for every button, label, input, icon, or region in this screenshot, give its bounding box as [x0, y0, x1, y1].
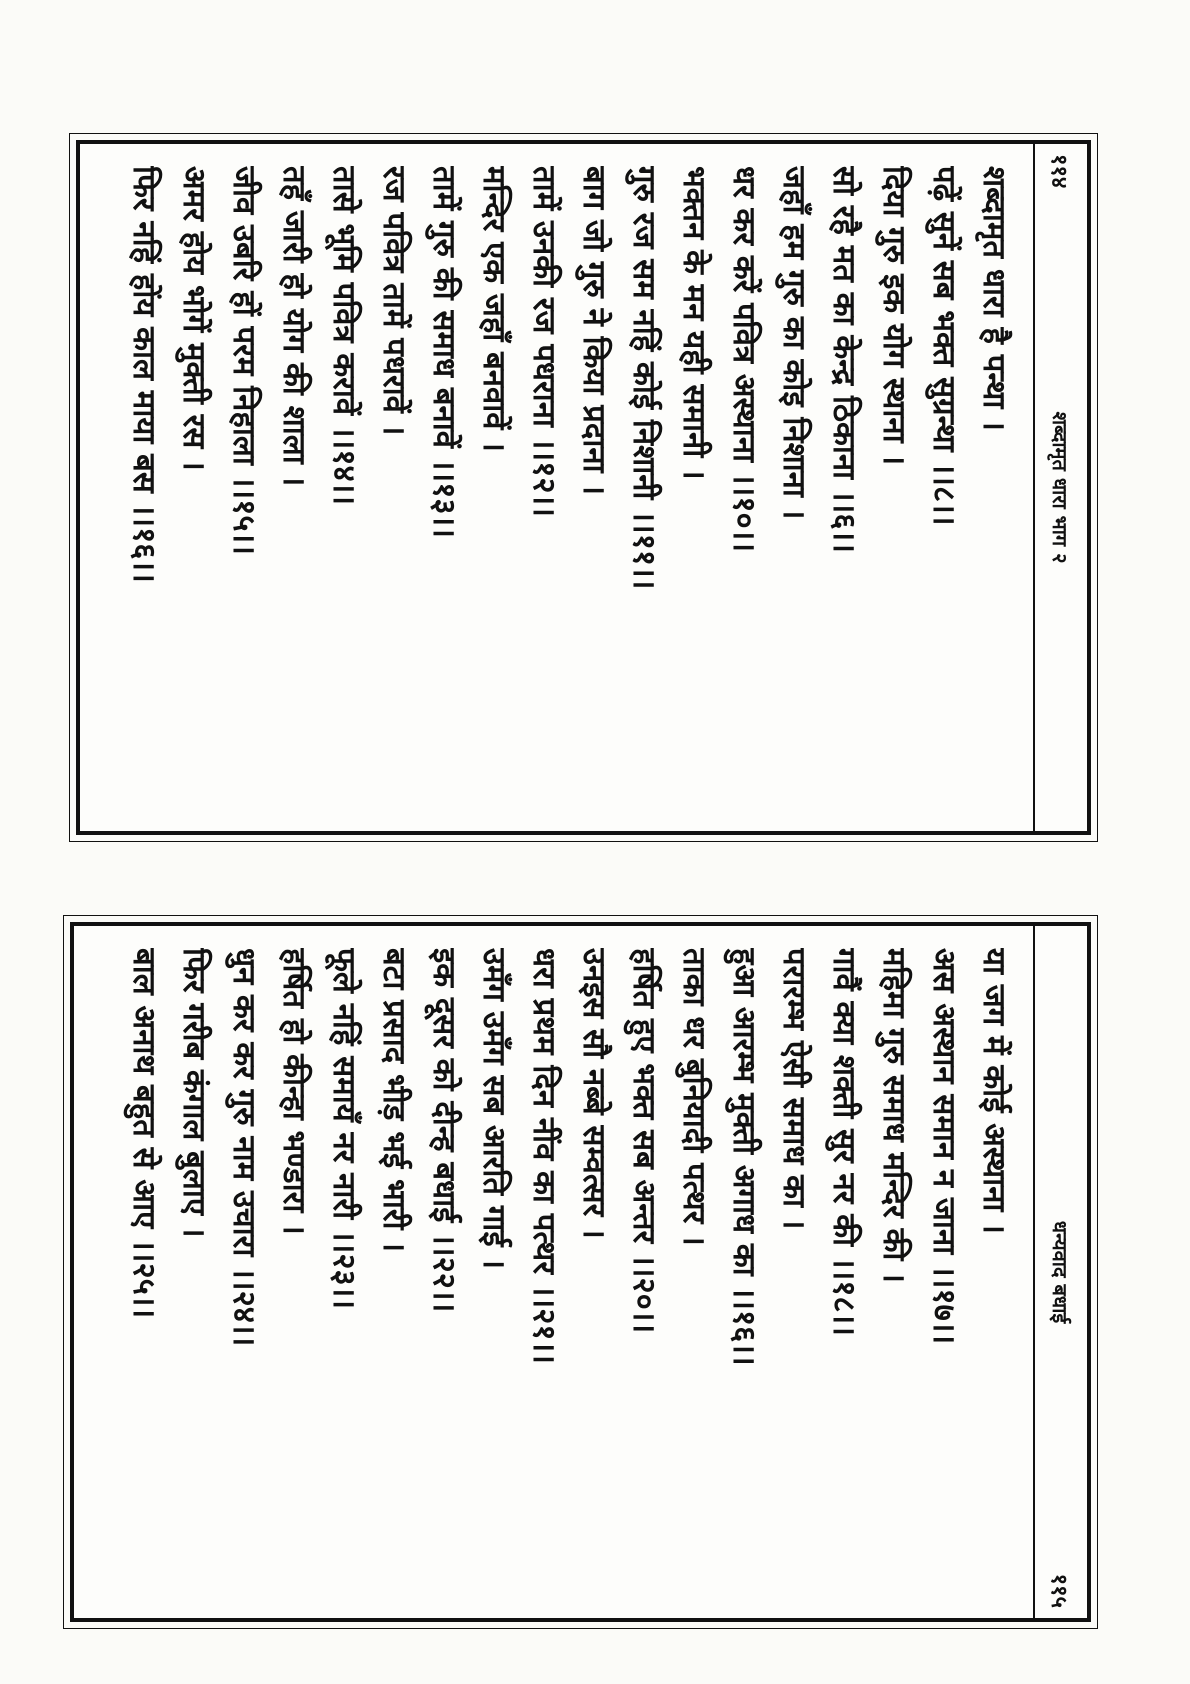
verse-block	[119, 144, 1033, 831]
verse-line: पढ़ें सुनें सब भक्त सुग्रन्था ।।८।।	[926, 166, 962, 526]
verse-line: रज पवित्र तामें पधरावें ।	[376, 166, 412, 436]
verse-line: हर्षित हो कीन्हा भण्डारा ।	[276, 948, 312, 1235]
verse-line: जीव उबरि हों परम निहाला ।।१५।।	[226, 166, 262, 555]
verse-line: तासे भूमि पवित्र करावें ।।१४।।	[326, 166, 362, 506]
verse-line: बटा प्रसाद भीड़ भई भारी ।	[376, 948, 412, 1253]
page-panel-114	[76, 140, 1091, 835]
verse-line: धुन कर कर गुरु नाम उचारा ।।२४।।	[226, 948, 262, 1347]
verse-line: गुरु रज सम नहिं कोई निशानी ।।११।।	[626, 166, 662, 590]
page-content-114	[80, 144, 1087, 831]
verse-line: जहाँ हम गुरु का कोइ निशाना ।	[776, 166, 812, 520]
verse-line: परारम्भ ऐसी समाध का ।	[776, 948, 812, 1230]
verse-line: ताका धर बुनियादी पत्थर ।	[676, 948, 712, 1246]
verse-line: हर्षित हुए भक्त सब अन्तर ।।२०।।	[626, 948, 662, 1334]
verse-line: अस अस्थान समान न जाना ।।१७।।	[926, 948, 962, 1345]
verse-line: धर कर करें पवित्र अस्थाना ।।१०।।	[726, 166, 762, 553]
verse-line: इक दूसर को दीन्ह बधाई ।।२२।।	[426, 948, 462, 1313]
verse-line: हुआ आरम्भ मुक्ती अगाध का ।।१६।।	[726, 948, 762, 1366]
verse-line: मन्दिर एक जहाँ बनवावें ।	[476, 166, 512, 453]
verse-line: तहँ जारी हो योग की शाला ।	[276, 166, 312, 487]
page-number: ११५	[1046, 1573, 1071, 1608]
verse-line: तामें उनकी रज पधराना ।।१२।।	[526, 166, 562, 517]
page-number: ११४	[1046, 154, 1071, 189]
verse-line: या जग में कोई अस्थाना ।	[976, 948, 1012, 1234]
verse-line: अमर होय भोगें मुक्ती रस ।	[176, 166, 212, 471]
verse-line: भक्तन के मन यही समानी ।	[676, 166, 712, 480]
running-title: शब्दामृत धारा भाग २	[1048, 411, 1072, 564]
page-panel-115	[70, 922, 1091, 1622]
running-title: धन्यवाद बधाई	[1048, 1220, 1072, 1324]
verse-line: सो रहै मत का केन्द्र ठिकाना ।।६।।	[826, 166, 862, 553]
verse-line: गावैं क्या शक्ती सुर नर की ।।१८।।	[826, 948, 862, 1337]
verse-line: उनइस सौ नब्बे सम्वत्सर ।	[576, 948, 612, 1239]
page-header	[1033, 926, 1087, 1618]
verse-line: बाल अनाथ बहुत से आए ।।२५।।	[126, 948, 162, 1319]
verse-line: शब्दामृत धारा है पन्था ।	[976, 166, 1012, 432]
verse-line: उमँग उमँग सब आरति गाई ।	[476, 948, 512, 1270]
page-header	[1033, 144, 1087, 831]
verse-line: फिर गरीब कंगाल बुलाए ।	[176, 948, 212, 1238]
verse-line: फूले नहिं समायँ नर नारी ।।२३।।	[326, 948, 362, 1310]
verse-line: बाग जो गुरु ने किया प्रदाना ।	[576, 166, 612, 496]
verse-line: धरा प्रथम दिन नींव का पत्थर ।।२१।।	[526, 948, 562, 1365]
verse-line: तामें गुरु की समाध बनावें ।।१३।।	[426, 166, 462, 539]
verse-block	[119, 926, 1033, 1618]
verse-line: महिमा गुरु समाध मन्दिर की ।	[876, 948, 912, 1284]
page-content-115	[74, 926, 1087, 1618]
verse-line: फिर नहिं होंय काल माया बस ।।१६।।	[126, 166, 162, 583]
verse-line: दिया गुरु इक योग स्थाना ।	[876, 166, 912, 466]
